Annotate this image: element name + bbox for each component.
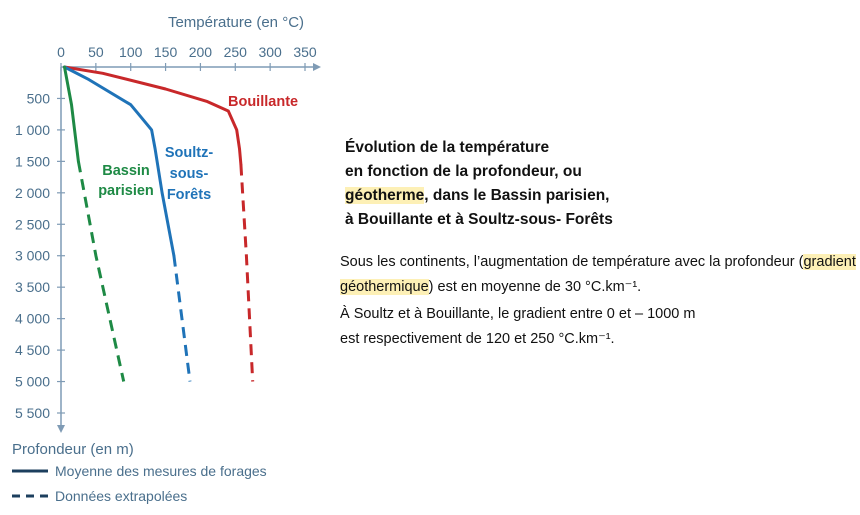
caption-p1-text-before: Sous les continents, l’augmentation de température avec la profondeur ( [340, 254, 804, 270]
caption-paragraph-1 [340, 250, 860, 300]
caption-paragraph-2 [340, 302, 860, 352]
series-extrapolated-bouillante [241, 165, 253, 382]
x-axis-title: Température (en °C) [167, 14, 305, 31]
legend-label: Moyenne des mesures de forages [55, 463, 267, 479]
y-tick-label: 4 000 [14, 310, 50, 327]
x-tick-label: 250 [223, 44, 247, 60]
series-label: parisien [98, 183, 154, 199]
series-label: Soultz- [164, 145, 214, 161]
series-line-bassin-parisien [65, 67, 79, 161]
caption-title-line-2: en fonction de la profondeur, ou [345, 163, 582, 180]
caption-title-line-3 [345, 184, 705, 208]
chart-legend [12, 463, 267, 504]
y-tick-label: 3 000 [14, 247, 50, 264]
x-tick-label: 0 [57, 44, 65, 60]
y-tick-label: 2 000 [14, 184, 50, 201]
x-tick-label: 150 [153, 44, 178, 60]
geotherme-highlight: géotherme [345, 187, 425, 204]
series-label: Bouillante [228, 94, 299, 110]
caption-title-line-4: à Bouillante et à Soultz-sous- Forêts [345, 211, 613, 228]
x-tick-label: 100 [119, 44, 143, 60]
x-tick-label: 50 [88, 44, 104, 60]
caption-title-line-1: Évolution de la température [345, 139, 550, 156]
series-label: sous- [169, 166, 209, 182]
y-tick-label: 1 500 [14, 153, 50, 170]
series-label: Forêts [166, 187, 212, 203]
figure-caption-body [340, 250, 860, 352]
x-tick-label: 350 [293, 44, 317, 60]
caption-p1-text-after: ) est en moyenne de 30 °C.km⁻¹. [428, 279, 642, 295]
y-axis-arrow [57, 425, 65, 433]
caption-p2-line-2: est respectivement de 120 et 250 °C.km⁻¹. [340, 331, 615, 347]
y-tick-label: 2 500 [14, 216, 50, 233]
y-tick-label: 4 500 [14, 342, 50, 359]
x-axis-arrow [313, 63, 321, 71]
series-line-soultz-sous-for-ts [65, 67, 174, 256]
caption-p2-line-1: À Soultz et à Bouillante, le gradient entre 0 et – 1000 m [340, 306, 696, 322]
chart-labels-layer [98, 94, 298, 203]
y-tick-label: 1 000 [14, 121, 50, 138]
y-tick-label: 5 500 [14, 405, 50, 421]
y-tick-label: 3 500 [14, 279, 50, 296]
x-tick-label: 300 [258, 44, 282, 60]
x-tick-label: 200 [188, 44, 213, 60]
chart-series-layer [65, 67, 253, 382]
y-tick-label: 5 000 [14, 373, 50, 390]
figure-caption-title [345, 136, 705, 232]
legend-label: Données extrapolées [55, 488, 188, 504]
caption-title-line-3-rest: , dans le Bassin parisien, [424, 187, 610, 204]
chart-axes [12, 14, 321, 458]
y-tick-label: 500 [26, 90, 50, 107]
series-extrapolated-soultz-sous-for-ts [174, 256, 190, 382]
series-label: Bassin [102, 163, 150, 179]
gradient-geothermique-highlight: gradient géothermique [340, 254, 856, 295]
y-axis-title: Profondeur (en m) [12, 441, 134, 458]
